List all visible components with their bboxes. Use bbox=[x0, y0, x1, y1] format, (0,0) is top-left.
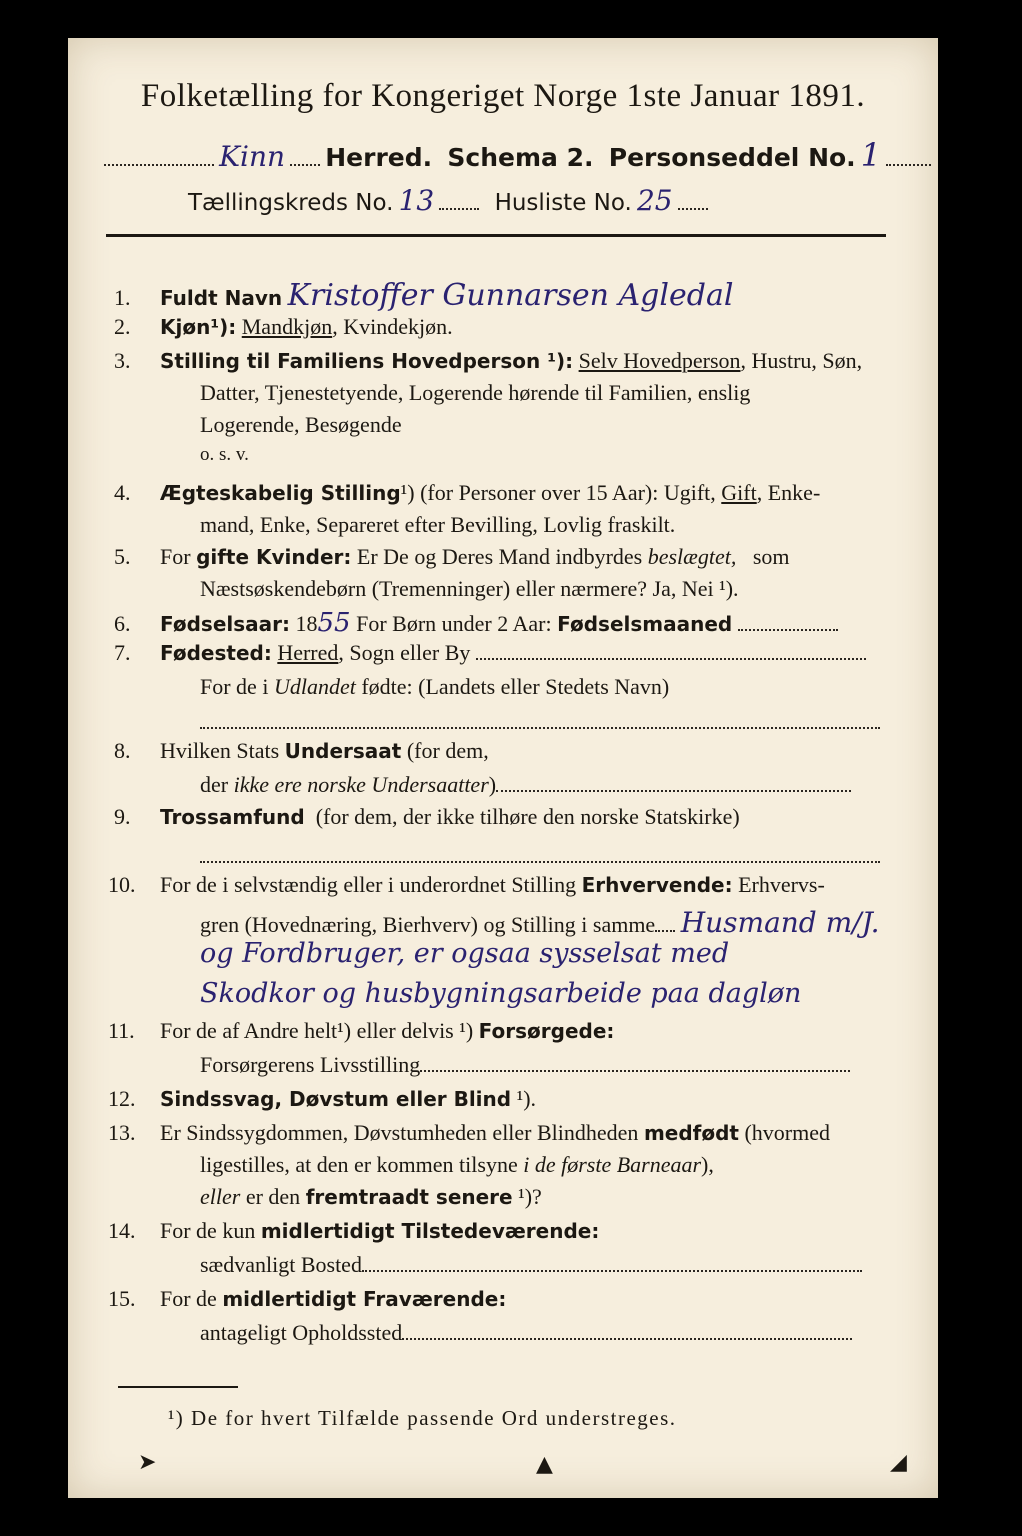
form-title: Folketælling for Kongeriget Norge 1ste Januar 1891. bbox=[140, 78, 866, 114]
registration-mark-center: ▲ bbox=[536, 1452, 553, 1477]
kreds-label: Tællingskreds No. bbox=[188, 190, 394, 216]
field-14: 14. For de kun midlertidigt Tilstedeværende: bbox=[108, 1218, 600, 1243]
personseddel-value: 1 bbox=[860, 136, 882, 174]
occupation-value-1: Husmand m/J. bbox=[680, 906, 880, 939]
schema-label: Schema 2. bbox=[447, 143, 594, 172]
husliste-label: Husliste No. bbox=[494, 190, 632, 216]
field-9: 9. Trossamfund (for dem, der ikke tilhøre den norske Statskirke) bbox=[114, 804, 740, 829]
herred-value: Kinn bbox=[219, 140, 286, 173]
field-1: 1. Fuldt Navn Kristoffer Gunnarsen Agledal bbox=[114, 278, 734, 313]
field-2: 2. Kjøn¹): Mandkjøn, Kvindekjøn. bbox=[114, 314, 453, 339]
occupation-value-2: og Fordbruger, er ogsaa sysselsat med bbox=[200, 938, 730, 969]
field-4: 4. Ægteskabelig Stilling¹) (for Personer over 15 Aar): Ugift, Gift, Enke- bbox=[114, 480, 821, 505]
field-3: 3. Stilling til Familiens Hovedperson ¹): Selv Hovedperson, Hustru, Søn, bbox=[114, 348, 863, 373]
field-13: 13. Er Sindssygdommen, Døvstumheden eller Blindheden medfødt (hvormed bbox=[108, 1120, 831, 1145]
footnote-rule bbox=[118, 1386, 238, 1388]
footnote: ¹) De for hvert Tilfælde passende Ord understreges. bbox=[168, 1406, 677, 1430]
birth-year-value: 55 bbox=[317, 608, 351, 638]
field-7: 7. Fødested: Herred, Sogn eller By bbox=[114, 640, 866, 666]
kreds-value: 13 bbox=[398, 184, 435, 217]
census-form: Folketælling for Kongeriget Norge 1ste Januar 1891. Kinn Herred. Schema 2. Personseddel No. 1 Tællingskreds No. 13 Husliste No. 25 1. Fuldt Navn Kristoffer Gunnarsen Agledal 2. Kjøn¹): Mandkjøn, Kvindekjøn. 3. Stilling til Familiens Hovedperson ¹): Selv Hovedperson, Hustru, Søn, Datter, Tjenestetyende, Logerende hørende til Familien, enslig Logerende, Besøgende o. s. v. 4. Ægteskabelig Stilling¹) (for Personer over 15 Aar): Ugift, Gift, Enke- mand, Enke, Separeret efter Bevilling, Lovlig fraskilt. 5. For gifte Kvinder: Er De og Deres Mand indbyrdes beslægtet, som Næstsøskendebørn (Tremenninger) eller nærmere? Ja, Nei ¹). 6. Fødselsaar: 1855 For Børn under 2 Aar: Fødselsmaaned 7. Fødested: Herred, Sogn eller By For de i Udlandet fødte: (Landets eller Stedets Navn) 8. Hvilken Stats Undersaat (for dem, der ikke ere norske Undersaatter) 9. Trossamfund (for dem, der ikke tilhøre den norske Statskirke) 10. For de i selvstændig eller i underordnet Stilling Erhvervende: Erhvervs- gren (Hovednæring, Bierhverv) og Stilling i samme Husmand m/J. og Fordbruger, er ogsaa sysselsat med Skodkor og husbygningsarbeide paa dagløn 11. For de af Andre helt¹) eller delvis ¹) Forsørgede: Forsørgerens Livsstilling 12. Sindssvag, Døvstum eller Blind ¹). 13. Er Sindssygdommen, Døvstumheden eller Blindheden medfødt (hvormed ligestilles, at den er kommen tilsyne i de første Barneaar), eller er den fremtraadt senere ¹)? 14. For de kun midlertidigt Tilstedeværende: sædvanligt Bosted 15. For de midlertidigt Fraværende: antageligt Opholdssted ¹) De for hvert Tilfælde passende Ord understreges. ➤ ▲ ◢ bbox=[68, 38, 938, 1498]
husliste-value: 25 bbox=[636, 184, 673, 217]
herred-line bbox=[104, 136, 931, 174]
field-10: 10. For de i selvstændig eller i underordnet Stilling Erhvervende: Erhvervs- bbox=[108, 872, 825, 897]
header-rule bbox=[106, 234, 886, 237]
registration-mark-right: ◢ bbox=[890, 1450, 907, 1475]
field-15: 15. For de midlertidigt Fraværende: bbox=[108, 1286, 507, 1311]
field-5: 5. For gifte Kvinder: Er De og Deres Mand indbyrdes beslægtet, som bbox=[114, 544, 790, 569]
field-8: 8. Hvilken Stats Undersaat (for dem, bbox=[114, 738, 489, 763]
personseddel-label: Personseddel No. bbox=[608, 143, 856, 172]
field-6: 6. Fødselsaar: 1855 For Børn under 2 Aar: Fødselsmaaned bbox=[114, 608, 838, 638]
occupation-value-3: Skodkor og husbygningsarbeide paa dagløn bbox=[200, 978, 802, 1009]
full-name-value: Kristoffer Gunnarsen Agledal bbox=[287, 278, 734, 313]
kreds-line bbox=[188, 184, 708, 217]
herred-label: Herred. bbox=[325, 143, 433, 172]
registration-mark-left: ➤ bbox=[138, 1450, 157, 1475]
field-12: 12. Sindssvag, Døvstum eller Blind ¹). bbox=[108, 1086, 537, 1111]
field-11: 11. For de af Andre helt¹) eller delvis ¹) Forsørgede: bbox=[108, 1018, 615, 1043]
